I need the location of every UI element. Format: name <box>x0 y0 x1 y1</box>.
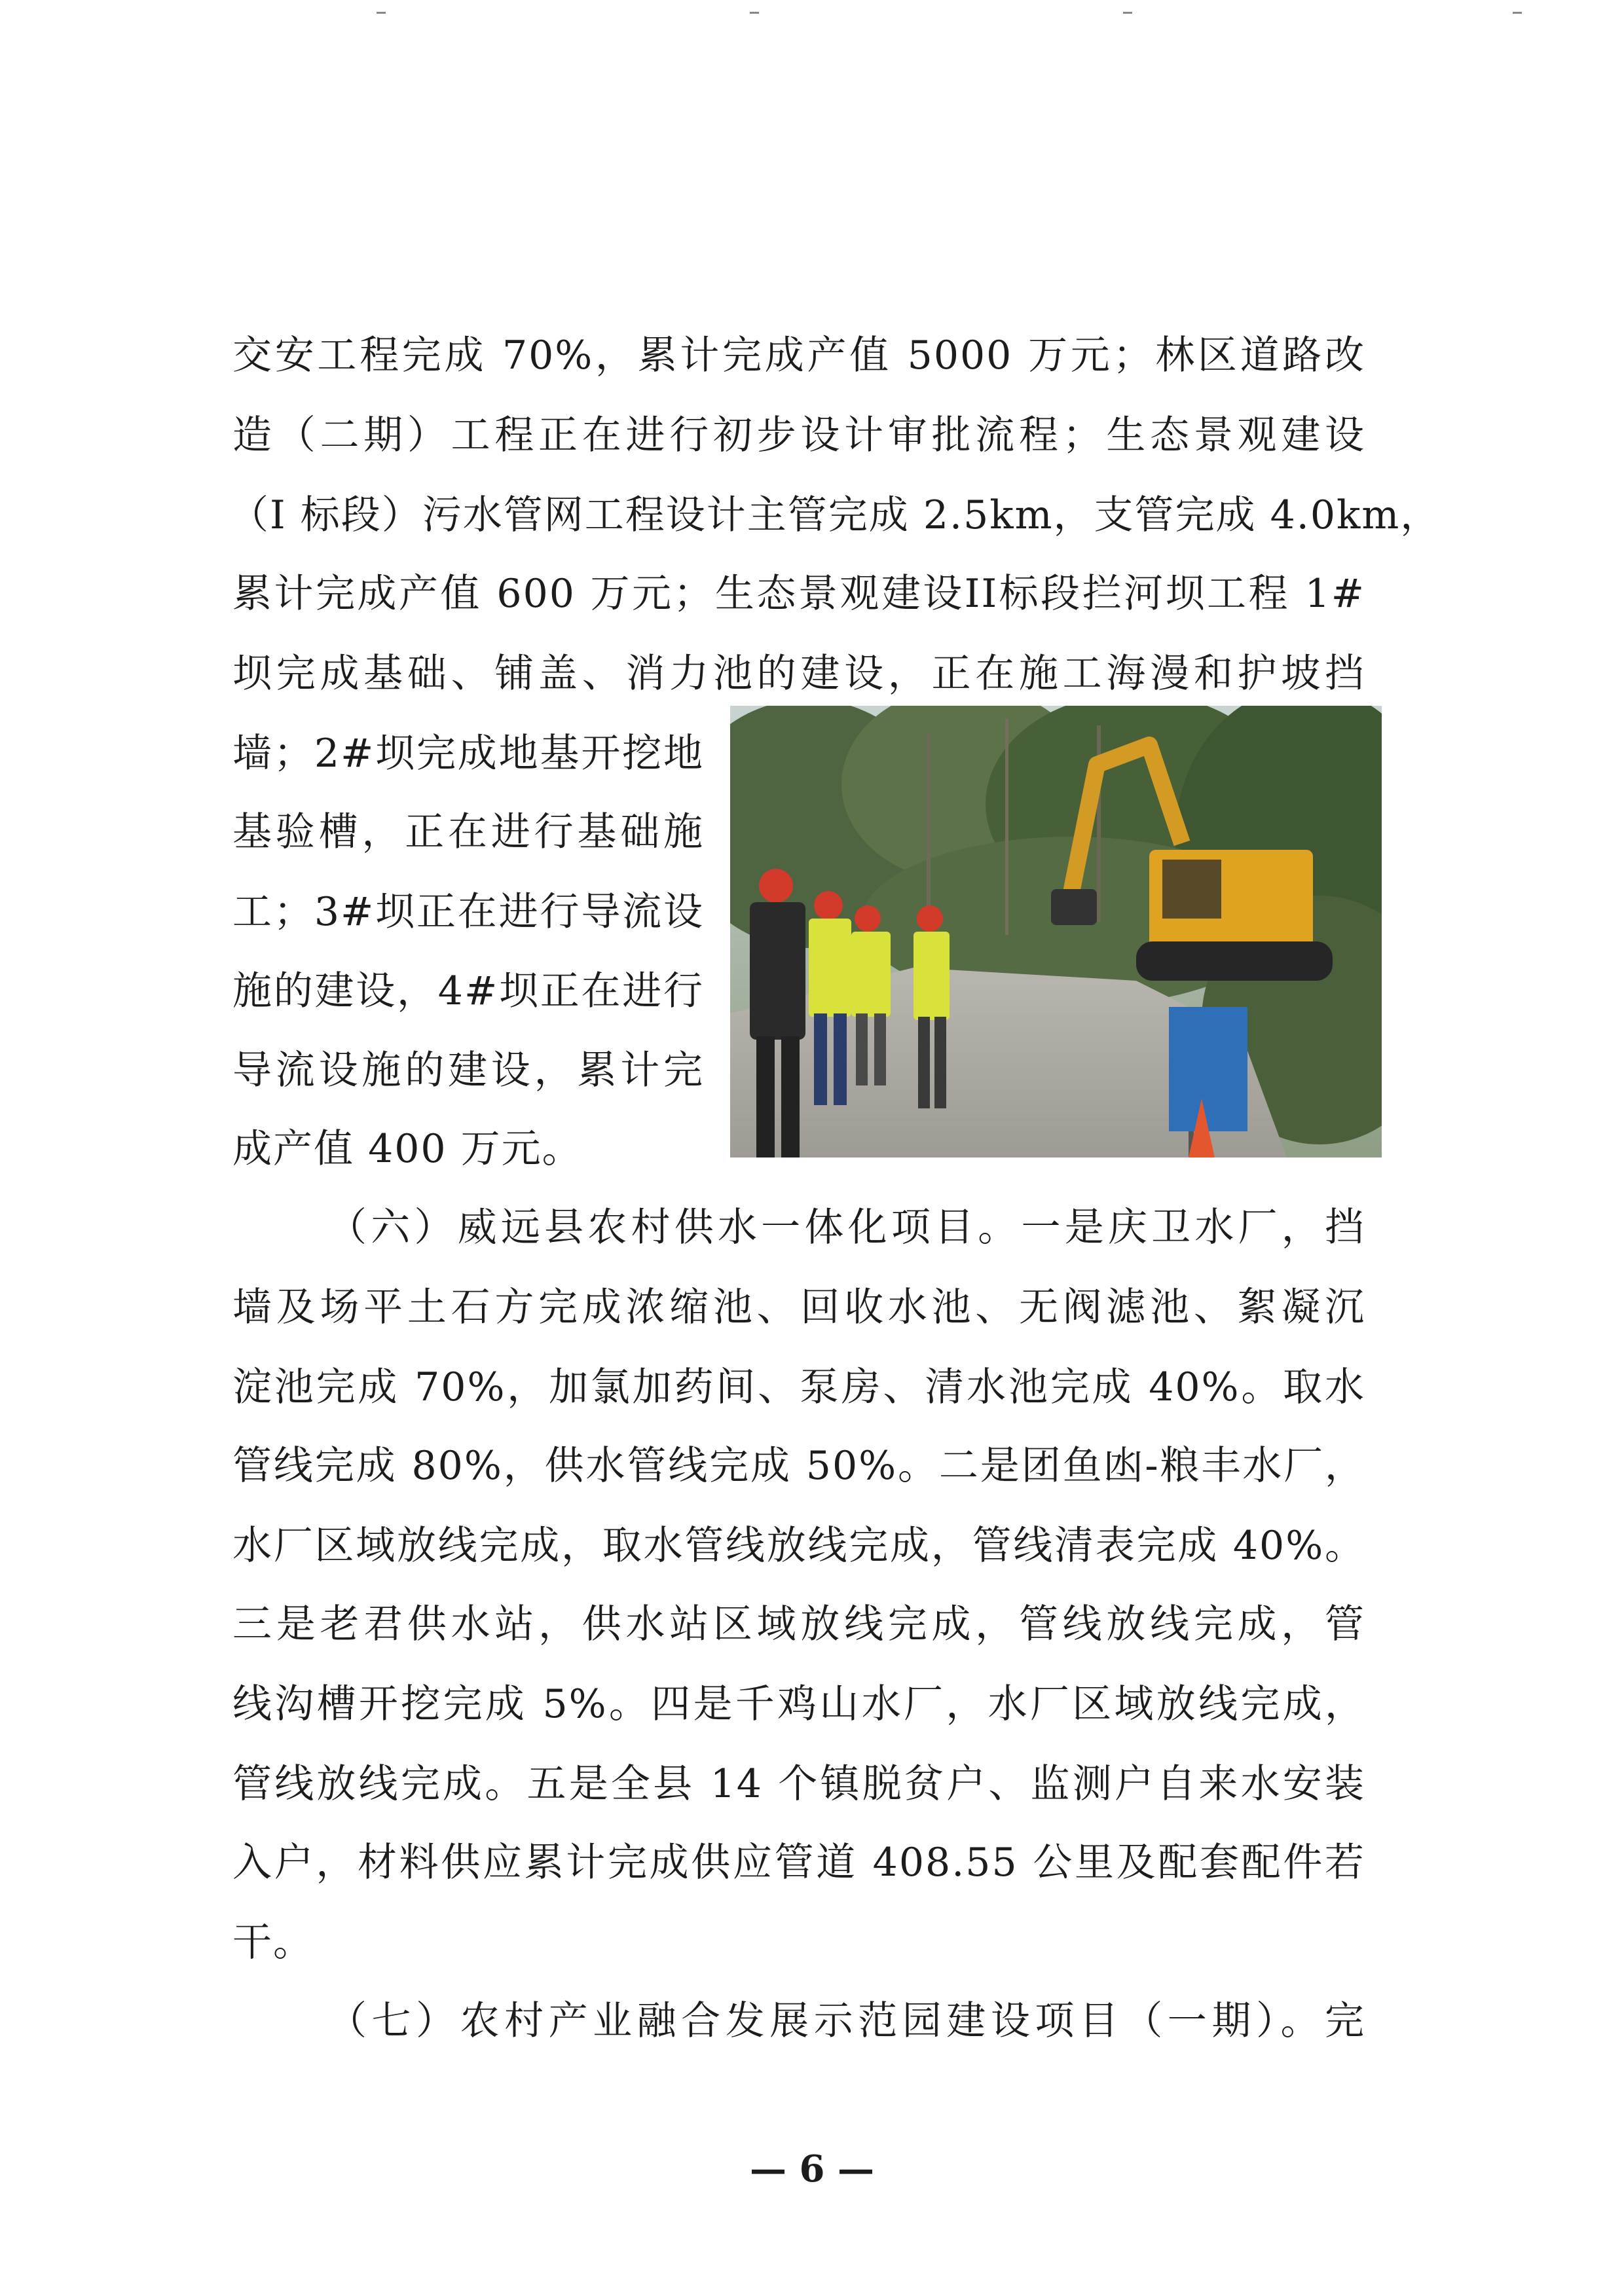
body-line: 墙及场平土石方完成浓缩池、回收水池、无阀滤池、絮凝沉 <box>232 1285 1365 1330</box>
body-line: （I 标段）污水管网工程设计主管完成 2.5km，支管完成 4.0km， <box>229 492 1441 538</box>
body-line: 累计完成产值 600 万元；生态景观建设II标段拦河坝工程 1# <box>232 571 1365 617</box>
body-line: 三是老君供水站，供水站区域放线完成，管线放线完成，管 <box>232 1601 1365 1647</box>
body-line: 造（二期）工程正在进行初步设计审批流程；生态景观建设 <box>232 412 1365 458</box>
body-line: 坝完成基础、铺盖、消力池的建设，正在施工海漫和护坡挡 <box>232 651 1365 697</box>
construction-photo <box>730 706 1382 1157</box>
scan-mark <box>750 12 759 14</box>
body-line: 交安工程完成 70%，累计完成产值 5000 万元；林区道路改 <box>232 333 1365 378</box>
body-line: 管线完成 80%，供水管线完成 50%。二是团鱼凼-粮丰水厂， <box>232 1443 1365 1489</box>
body-line: 施的建设，4#坝正在进行 <box>232 968 704 1014</box>
body-line: 基验槽，正在进行基础施 <box>232 809 704 855</box>
body-line: 管线放线完成。五是全县 14 个镇脱贫户、监测户自来水安装 <box>232 1761 1365 1807</box>
scan-mark <box>1513 12 1522 14</box>
body-line: 淀池完成 70%，加氯加药间、泵房、清水池完成 40%。取水 <box>232 1364 1365 1410</box>
scan-mark <box>1123 12 1132 14</box>
body-line: 水厂区域放线完成，取水管线放线完成，管线清表完成 40%。 <box>232 1523 1365 1569</box>
body-line: （六）威远县农村供水一体化项目。一是庆卫水厂，挡 <box>327 1205 1365 1250</box>
body-line: 成产值 400 万元。 <box>232 1126 583 1172</box>
body-line: 干。 <box>232 1920 314 1965</box>
body-line: 线沟槽开挖完成 5%。四是千鸡山水厂，水厂区域放线完成， <box>232 1681 1365 1727</box>
body-line: 工；3#坝正在进行导流设 <box>232 889 704 935</box>
body-line: 墙；2#坝完成地基开挖地 <box>232 731 704 776</box>
scan-mark <box>377 12 386 14</box>
page-number: — 6 — <box>750 2147 874 2191</box>
body-line: （七）农村产业融合发展示范园建设项目（一期）。完 <box>327 1998 1365 2044</box>
body-line: 入户，材料供应累计完成供应管道 408.55 公里及配套配件若 <box>232 1840 1365 1886</box>
body-line: 导流设施的建设，累计完 <box>232 1048 704 1093</box>
